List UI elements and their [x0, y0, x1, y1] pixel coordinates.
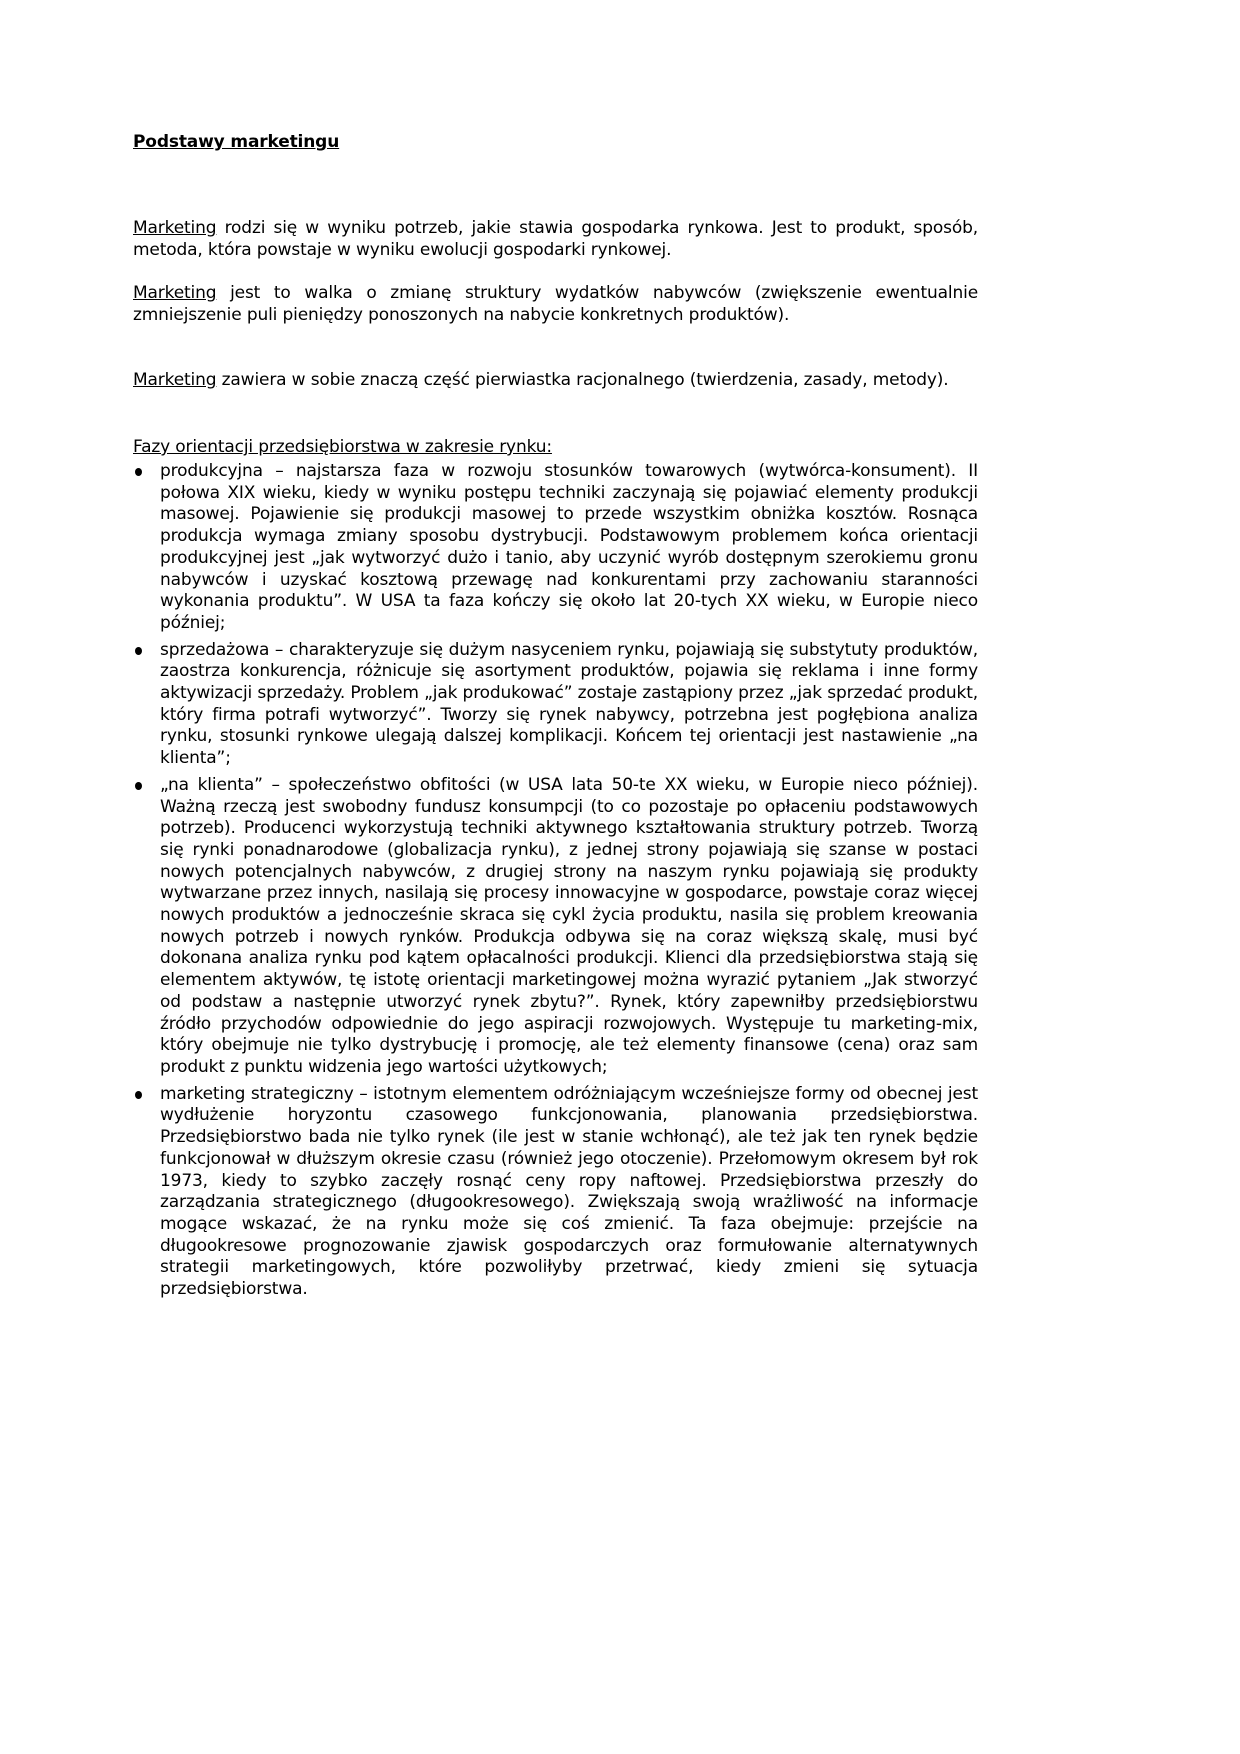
- list-item-phase-strategic: [133, 1084, 978, 1301]
- keyword-marketing: Marketing: [133, 370, 217, 390]
- list-item-phase-customer: [133, 775, 978, 1079]
- keyword-marketing: Marketing: [133, 218, 217, 238]
- bullet-icon: [135, 1091, 142, 1099]
- paragraph-marketing-rational: [133, 370, 978, 392]
- phase-text: marketing strategiczny – istotnym elementem odróżniającym wcześniejsze formy od obecnej jest wydłużenie horyzontu czasowego funkcjonowania, planowania przedsiębiorstwa. Przedsiębiorstwo bada nie tylko rynek (ile jest w stanie wchłonąć), ale też jak ten rynek będzie funkcjonował w dłuższym okresie czasu (również jego otoczenie). Przełomowym okresem był rok 1973, kiedy to szybko zaczęły rosnąć ceny ropy naftowej. Przedsiębiorstwa przeszły do zarządzania strategicznego (długookresowego). Zwiększają swoją wrażliwość na informacje mogące wskazać, że na rynku może się coś zmienić. Ta faza obejmuje: przejście na długookresowe prognozowanie zjawisk gospodarczych oraz formułowanie alternatywnych strategii marketingowych, które pozwoliłyby przetrwać, kiedy zmieni się sytuacja przedsiębiorstwa.: [160, 1083, 978, 1300]
- section-heading-phases: Fazy orientacji przedsiębiorstwa w zakresie rynku:: [133, 437, 552, 457]
- list-item-phase-sales: [133, 640, 978, 770]
- bullet-icon: [135, 468, 142, 476]
- document-title: Podstawy marketingu: [133, 132, 340, 152]
- phase-text: sprzedażowa – charakteryzuje się dużym nasyceniem rynku, pojawiają się substytuty produktów, zaostrza konkurencja, różnicuje się asortyment produktów, pojawia się reklama i inne formy aktywizacji sprzedaży. Problem „jak produkować” zostaje zastąpiony przez „jak sprzedać produkt, który firma potrafi wytworzyć”. Tworzy się rynek nabywcy, potrzebna jest pogłębiona analiza rynku, stosunki rynkowe ulegają dalszej komplikacji. Końcem tej orientacji jest nastawienie „na klienta”;: [160, 639, 978, 769]
- paragraph-text: zawiera w sobie znaczą część pierwiastka racjonalnego (twierdzenia, zasady, metody).: [216, 370, 949, 390]
- phase-text: „na klienta” – społeczeństwo obfitości (w USA lata 50-te XX wieku, w Europie nieco później). Ważną rzeczą jest swobodny fundusz konsumpcji (to co pozostaje po opłaceniu podstawowych potrzeb). Producenci wykorzystują techniki aktywnego kształtowania struktury potrzeb. Tworzą się rynki ponadnarodowe (globalizacja rynku), z jednej strony pojawiają się szanse w postaci nowych potencjalnych nabywców, z drugiej strony na naszym rynku pojawiają się produkty wytwarzane przez innych, nasilają się procesy innowacyjne w gospodarce, powstaje coraz więcej nowych produktów a jednocześnie skraca się cykl życia produktu, nasila się problem kreowania nowych potrzeb i nowych rynków. Produkcja odbywa się na coraz większą skalę, musi być dokonana analiza rynku pod kątem opłacalności produkcji. Klienci dla przedsiębiorstwa stają się elementem aktywów, tę istotę orientacji marketingowej można wyrazić pytaniem „Jak stworzyć od podstaw a następnie utworzyć rynek zbytu?”. Rynek, który zapewniłby przedsiębiorstwu źródło przychodów odpowiednie do jego aspiracji rozwojowych. Występuje tu marketing-mix, który obejmuje nie tylko dystrybucję i promocję, ale też elementy finansowe (cena) oraz sam produkt z punktu widzenia jego wartości użytkowych;: [160, 774, 978, 1077]
- bullet-icon: [135, 647, 142, 655]
- paragraph-marketing-origin: [133, 218, 978, 261]
- bullet-icon: [135, 782, 142, 790]
- paragraph-text: rodzi się w wyniku potrzeb, jakie stawia gospodarka rynkowa. Jest to produkt, sposób, metoda, która powstaje w wyniku ewolucji gospodarki rynkowej.: [133, 218, 978, 260]
- keyword-marketing: Marketing: [133, 283, 217, 303]
- paragraph-marketing-struggle: [133, 283, 978, 326]
- paragraph-text: jest to walka o zmianę struktury wydatków nabywców (zwiększenie ewentualnie zmniejszenie puli pieniędzy ponoszonych na nabycie konkretnych produktów).: [133, 283, 978, 325]
- phase-text: produkcyjna – najstarsza faza w rozwoju stosunków towarowych (wytwórca-konsument). II połowa XIX wieku, kiedy w wyniku postępu techniki zaczynają się pojawiać elementy produkcji masowej. Pojawienie się produkcji masowej to przede wszystkim obniżka kosztów. Rosnąca produkcja wymaga zmiany sposobu dystrybucji. Podstawowym problemem końca orientacji produkcyjnej jest „jak wytworzyć dużo i tanio, aby uczynić wyrób dostępnym szerokiemu gronu nabywców i uzyskać kosztową przewagę nad konkurentami przy zachowaniu staranności wykonania produktu”. W USA ta faza kończy się około lat 20-tych XX wieku, w Europie nieco później;: [160, 461, 978, 633]
- list-item-phase-production: [133, 461, 978, 635]
- phases-list: [133, 461, 978, 1306]
